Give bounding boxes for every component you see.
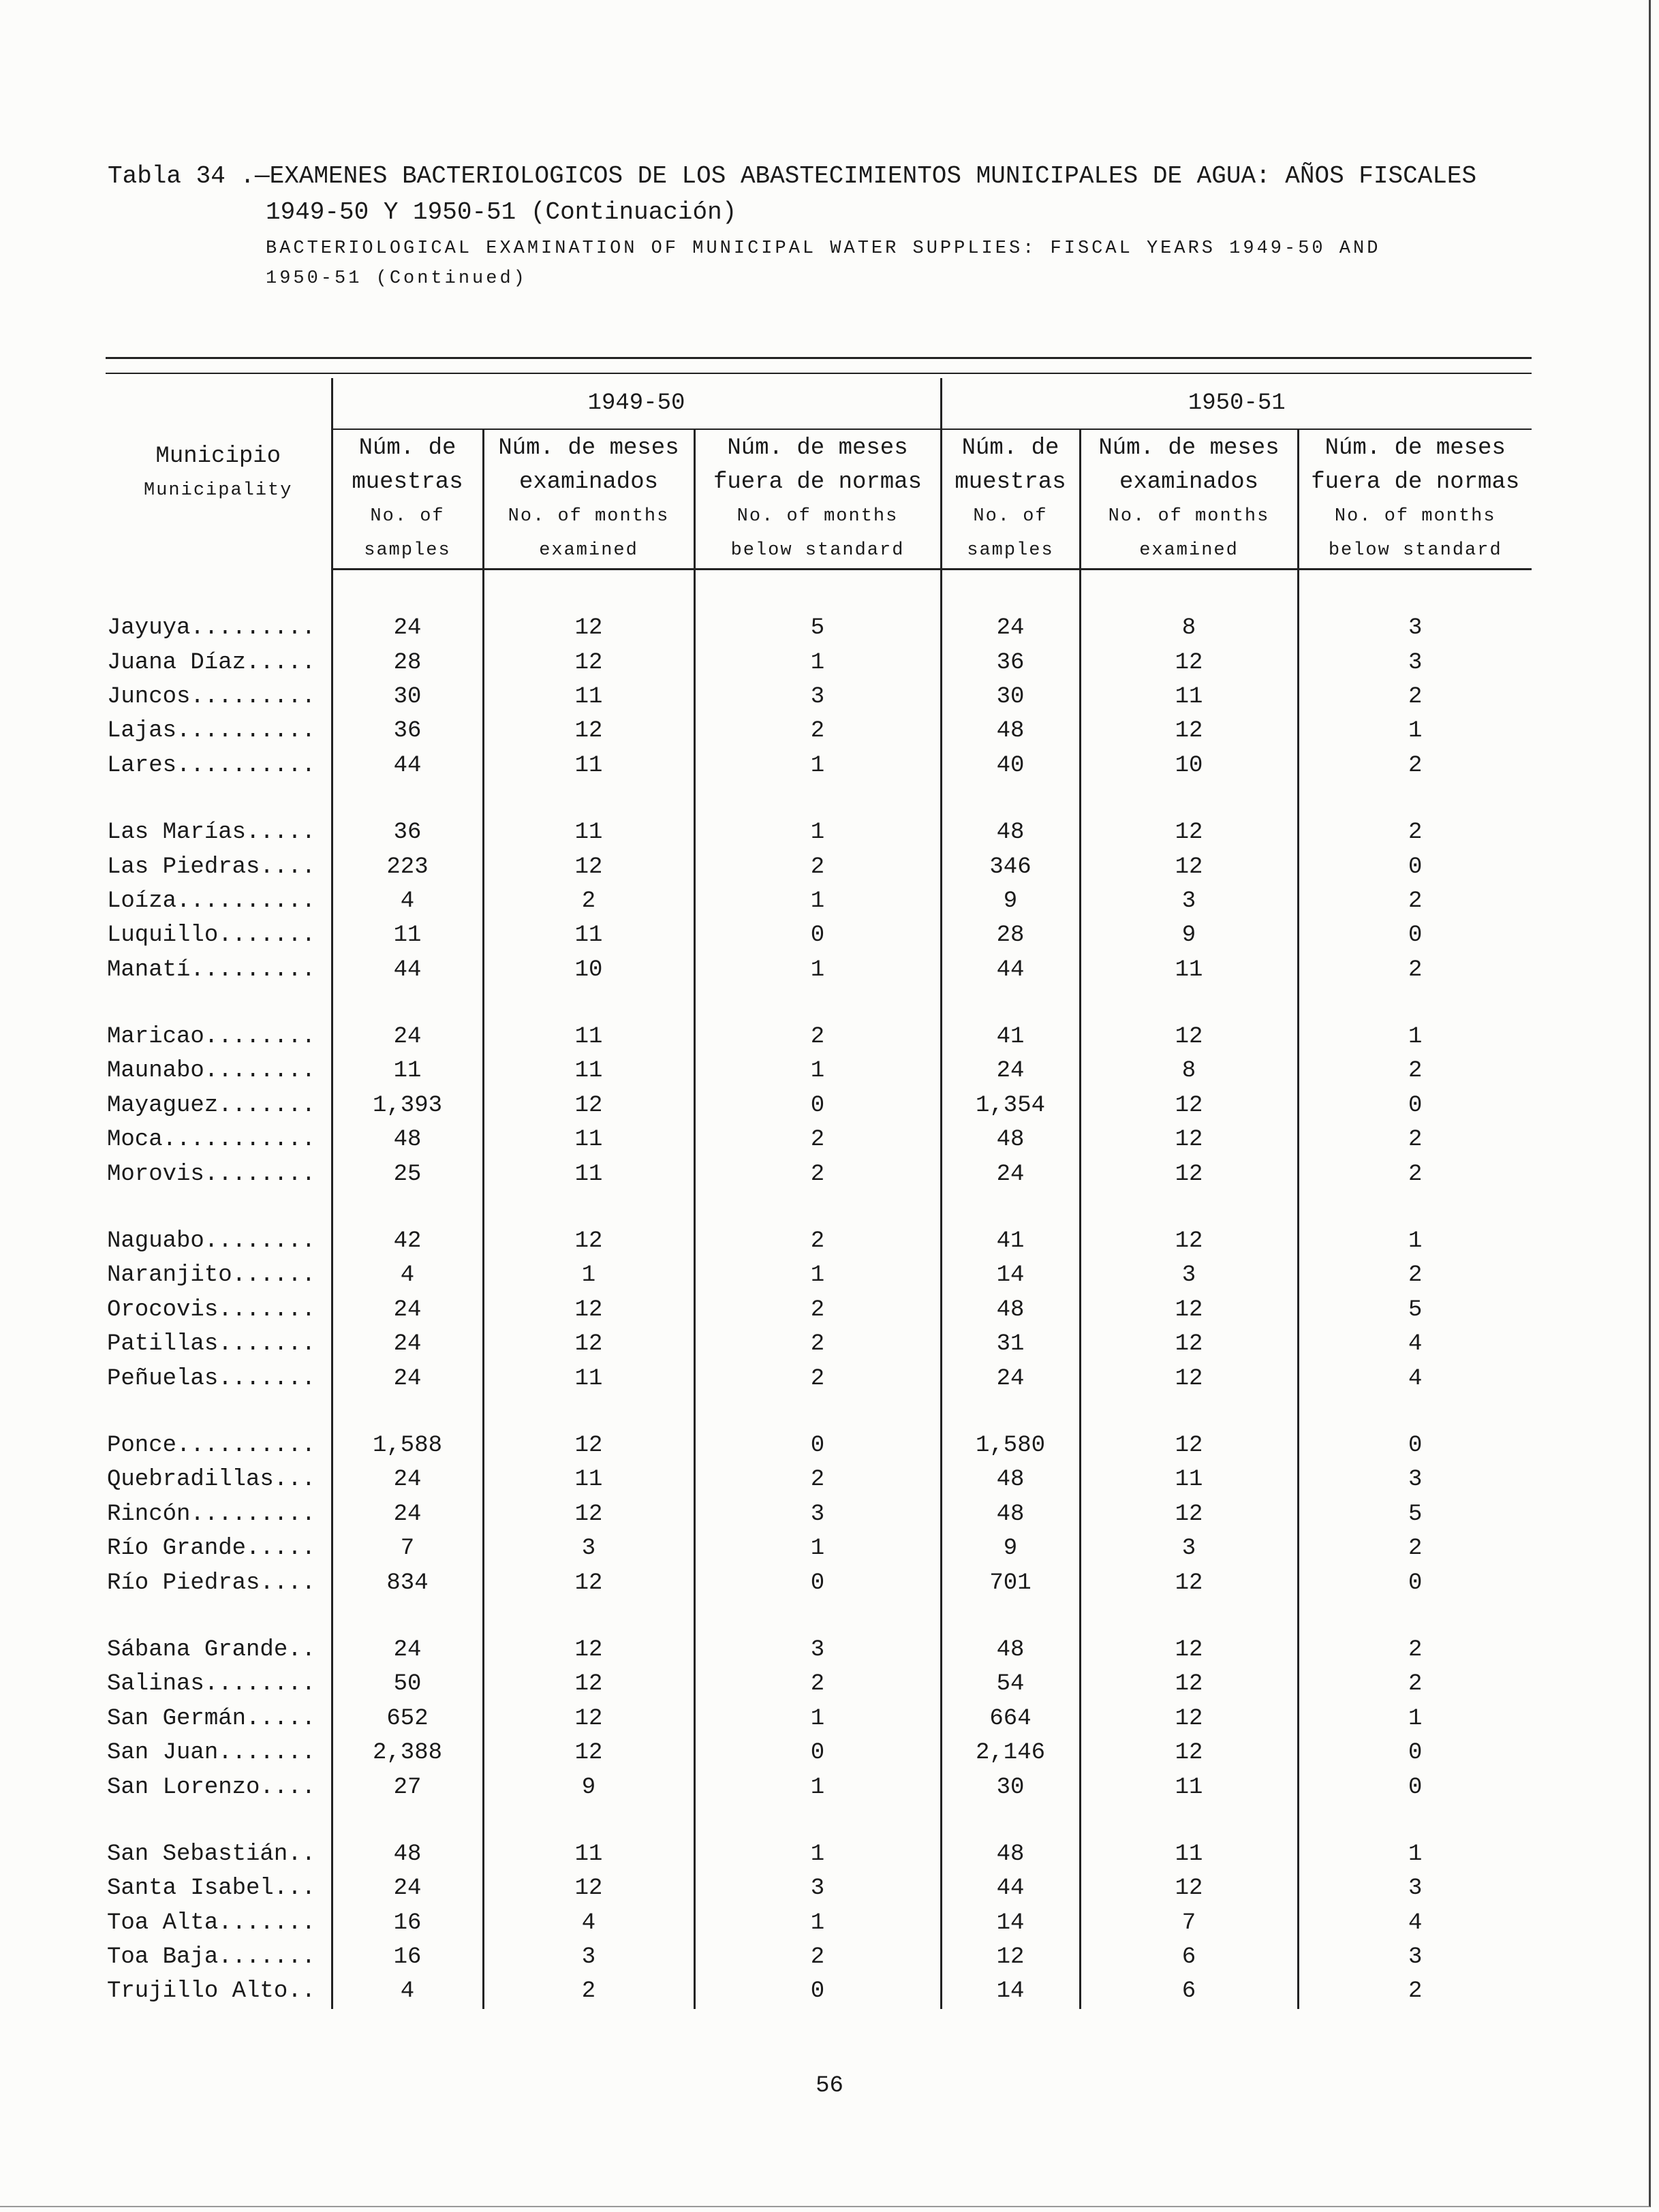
cell-s1: 36 [332, 815, 483, 850]
cell-b1: 0 [694, 1089, 941, 1123]
cell-s1: 834 [332, 1565, 483, 1600]
municipio-name: Rincón......... [107, 1501, 316, 1527]
cell-b1: 1 [694, 1531, 941, 1565]
cell-e1: 4 [483, 1906, 694, 1940]
cell-b1: 2 [694, 714, 941, 748]
cell-e1: 10 [483, 953, 694, 987]
cell-e2: 12 [1080, 1667, 1298, 1701]
cell-s2: 48 [941, 815, 1080, 850]
cell-s1: 16 [332, 1940, 483, 1974]
cell-b2: 1 [1298, 1224, 1532, 1258]
cell-e1: 11 [483, 918, 694, 952]
cell-b1: 1 [694, 815, 941, 850]
cell-e1: 11 [483, 749, 694, 783]
cell-e1: 11 [483, 1020, 694, 1054]
municipio-name: Manatí......... [107, 956, 316, 983]
cell-s1: 16 [332, 1906, 483, 1940]
cell-e1: 9 [483, 1770, 694, 1804]
title-english-line1: BACTERIOLOGICAL EXAMINATION OF MUNICIPAL WATER SUPPLIES: FISCAL YEARS 1949-50 AND [266, 238, 1381, 259]
cell-e1: 12 [483, 1497, 694, 1531]
cell-s1: 24 [332, 611, 483, 645]
municipio-name: Toa Baja....... [107, 1944, 316, 1971]
cell-e2: 11 [1080, 1770, 1298, 1804]
cell-e1: 12 [483, 1293, 694, 1327]
municipio-name: San Juan....... [107, 1740, 316, 1766]
below-header-1949: Núm. de meses fuera de normas No. of months below standard [694, 429, 941, 570]
cell-s1: 44 [332, 749, 483, 783]
cell-s2: 48 [941, 1463, 1080, 1497]
cell-b2: 4 [1298, 1906, 1532, 1940]
cell-s1: 50 [332, 1667, 483, 1701]
cell-e1: 11 [483, 1054, 694, 1088]
cell-e1: 2 [483, 1974, 694, 2008]
cell-e2: 12 [1080, 1871, 1298, 1905]
cell-b2: 0 [1298, 1565, 1532, 1600]
cell-b2: 0 [1298, 1089, 1532, 1123]
cell-b1: 3 [694, 1871, 941, 1905]
cell-s2: 30 [941, 1770, 1080, 1804]
cell-b1: 2 [694, 1123, 941, 1157]
table-row [106, 850, 1532, 884]
cell-e2: 9 [1080, 918, 1298, 952]
cell-b2: 1 [1298, 1837, 1532, 1871]
table-row [106, 1871, 1532, 1905]
municipio-name: Mayaguez....... [107, 1092, 316, 1119]
table-row [106, 1770, 1532, 1804]
cell-s2: 36 [941, 645, 1080, 679]
cell-e2: 7 [1080, 1906, 1298, 1940]
year-header-1950: 1950-51 [941, 378, 1532, 429]
cell-b2: 3 [1298, 1940, 1532, 1974]
municipio-name: Orocovis....... [107, 1296, 316, 1323]
cell-e1: 12 [483, 1327, 694, 1361]
table-title [108, 162, 1607, 289]
cell-b2: 2 [1298, 953, 1532, 987]
municipio-name: Ponce.......... [107, 1433, 316, 1459]
cell-b1: 1 [694, 1906, 941, 1940]
table-row [106, 1157, 1532, 1191]
cell-s2: 48 [941, 1123, 1080, 1157]
cell-e1: 11 [483, 815, 694, 850]
cell-b1: 2 [694, 1361, 941, 1395]
cell-b2: 2 [1298, 1667, 1532, 1701]
table-row [106, 1565, 1532, 1600]
cell-b2: 3 [1298, 645, 1532, 679]
table-row [106, 1224, 1532, 1258]
page-number: 56 [816, 2073, 843, 2099]
table-row [106, 1736, 1532, 1770]
cell-e2: 11 [1080, 680, 1298, 714]
table-row [106, 1940, 1532, 1974]
cell-s2: 346 [941, 850, 1080, 884]
examined-header-1950: Núm. de meses examinados No. of months examined [1080, 429, 1298, 570]
cell-e2: 10 [1080, 749, 1298, 783]
cell-s2: 40 [941, 749, 1080, 783]
table-row [106, 1429, 1532, 1463]
municipio-name: Maricao........ [107, 1024, 316, 1050]
cell-b2: 4 [1298, 1361, 1532, 1395]
cell-b1: 0 [694, 1565, 941, 1600]
cell-b2: 1 [1298, 1702, 1532, 1736]
municipio-name: San Sebastián.. [107, 1841, 316, 1867]
table-row [106, 1361, 1532, 1395]
table-row [106, 645, 1532, 679]
cell-b2: 1 [1298, 714, 1532, 748]
table-row [106, 1054, 1532, 1088]
cell-s1: 4 [332, 884, 483, 918]
cell-b2: 5 [1298, 1497, 1532, 1531]
table-row [106, 1667, 1532, 1701]
cell-b1: 2 [694, 1020, 941, 1054]
municipio-name: Lajas.......... [107, 718, 316, 745]
municipio-name: Luquillo....... [107, 922, 316, 949]
cell-e1: 12 [483, 1429, 694, 1463]
cell-b2: 3 [1298, 611, 1532, 645]
cell-e2: 12 [1080, 1224, 1298, 1258]
cell-s2: 9 [941, 884, 1080, 918]
cell-s2: 9 [941, 1531, 1080, 1565]
municipio-header: Municipio Municipality [144, 443, 293, 501]
cell-s2: 48 [941, 1633, 1080, 1667]
cell-b2: 2 [1298, 749, 1532, 783]
cell-b1: 2 [694, 1224, 941, 1258]
table-row [106, 1906, 1532, 1940]
cell-b2: 3 [1298, 1871, 1532, 1905]
cell-b2: 0 [1298, 1429, 1532, 1463]
cell-s2: 701 [941, 1565, 1080, 1600]
cell-e1: 12 [483, 714, 694, 748]
cell-e2: 8 [1080, 611, 1298, 645]
cell-e2: 3 [1080, 884, 1298, 918]
municipio-name: Río Grande..... [107, 1536, 316, 1562]
municipio-name: Naranjito...... [107, 1262, 316, 1289]
municipio-name: Juncos......... [107, 683, 316, 710]
table-row [106, 1293, 1532, 1327]
cell-b2: 0 [1298, 918, 1532, 952]
municipio-name: Jayuya......... [107, 615, 316, 642]
cell-s1: 24 [332, 1497, 483, 1531]
municipio-name: Quebradillas... [107, 1467, 316, 1493]
municipio-name: Lares.......... [107, 752, 316, 779]
cell-b2: 2 [1298, 1633, 1532, 1667]
cell-s2: 48 [941, 714, 1080, 748]
cell-s2: 31 [941, 1327, 1080, 1361]
cell-b1: 1 [694, 1702, 941, 1736]
cell-s2: 24 [941, 611, 1080, 645]
cell-b1: 1 [694, 1054, 941, 1088]
samples-header-1949: Núm. de muestras No. of samples [332, 429, 483, 570]
cell-e2: 12 [1080, 1497, 1298, 1531]
cell-b1: 2 [694, 1463, 941, 1497]
cell-e1: 11 [483, 680, 694, 714]
cell-b2: 3 [1298, 1463, 1532, 1497]
municipio-name: Salinas........ [107, 1671, 316, 1698]
table-row [106, 953, 1532, 987]
municipio-name: Morovis........ [107, 1161, 316, 1187]
cell-s1: 11 [332, 1054, 483, 1088]
municipio-name: Moca........... [107, 1127, 316, 1153]
cell-e2: 12 [1080, 1157, 1298, 1191]
title-english-line2: 1950-51 (Continued) [266, 268, 527, 289]
cell-b1: 1 [694, 1258, 941, 1292]
cell-e2: 6 [1080, 1940, 1298, 1974]
table-row [106, 611, 1532, 645]
cell-b1: 2 [694, 850, 941, 884]
cell-e1: 11 [483, 1361, 694, 1395]
cell-b1: 2 [694, 1327, 941, 1361]
municipio-name: Patillas....... [107, 1331, 316, 1358]
cell-b2: 2 [1298, 680, 1532, 714]
cell-b1: 1 [694, 645, 941, 679]
municipio-name: Las Piedras.... [107, 854, 316, 880]
table-row [106, 749, 1532, 783]
cell-e2: 12 [1080, 1020, 1298, 1054]
cell-s2: 24 [941, 1054, 1080, 1088]
cell-s1: 24 [332, 1327, 483, 1361]
cell-s1: 4 [332, 1258, 483, 1292]
municipio-name: Trujillo Alto.. [107, 1978, 316, 2005]
table-row [106, 1258, 1532, 1292]
cell-s1: 48 [332, 1837, 483, 1871]
table-row [106, 815, 1532, 850]
cell-s1: 30 [332, 680, 483, 714]
cell-e2: 12 [1080, 850, 1298, 884]
cell-b1: 3 [694, 680, 941, 714]
cell-s2: 1,354 [941, 1089, 1080, 1123]
table-row [106, 1020, 1532, 1054]
cell-e2: 12 [1080, 1702, 1298, 1736]
cell-s2: 48 [941, 1497, 1080, 1531]
cell-s2: 44 [941, 1871, 1080, 1905]
table-row [106, 1702, 1532, 1736]
cell-s2: 14 [941, 1974, 1080, 2008]
cell-e2: 11 [1080, 1463, 1298, 1497]
cell-e1: 11 [483, 1123, 694, 1157]
cell-s1: 36 [332, 714, 483, 748]
cell-s1: 24 [332, 1463, 483, 1497]
cell-b1: 5 [694, 611, 941, 645]
table-row [106, 680, 1532, 714]
municipio-name: Juana Díaz..... [107, 649, 316, 676]
cell-b2: 2 [1298, 1157, 1532, 1191]
cell-b1: 3 [694, 1497, 941, 1531]
cell-e2: 6 [1080, 1974, 1298, 2008]
table-row [106, 1497, 1532, 1531]
table-row [106, 1327, 1532, 1361]
cell-b1: 1 [694, 1770, 941, 1804]
cell-s1: 27 [332, 1770, 483, 1804]
cell-e1: 12 [483, 1224, 694, 1258]
municipio-name: San Lorenzo.... [107, 1774, 316, 1801]
cell-s1: 2,388 [332, 1736, 483, 1770]
cell-s1: 1,393 [332, 1089, 483, 1123]
table-row [106, 1633, 1532, 1667]
cell-s2: 664 [941, 1702, 1080, 1736]
cell-s1: 42 [332, 1224, 483, 1258]
below-header-1950: Núm. de meses fuera de normas No. of months below standard [1298, 429, 1532, 570]
cell-s2: 1,580 [941, 1429, 1080, 1463]
cell-s1: 4 [332, 1974, 483, 2008]
cell-e1: 3 [483, 1531, 694, 1565]
cell-s2: 12 [941, 1940, 1080, 1974]
table-row [106, 1531, 1532, 1565]
cell-e2: 8 [1080, 1054, 1298, 1088]
cell-e2: 12 [1080, 815, 1298, 850]
cell-e2: 3 [1080, 1531, 1298, 1565]
cell-e2: 12 [1080, 645, 1298, 679]
cell-s1: 1,588 [332, 1429, 483, 1463]
cell-e2: 12 [1080, 1736, 1298, 1770]
table-row [106, 918, 1532, 952]
cell-s2: 41 [941, 1224, 1080, 1258]
cell-e1: 12 [483, 1633, 694, 1667]
cell-s1: 7 [332, 1531, 483, 1565]
cell-s1: 28 [332, 645, 483, 679]
cell-s1: 25 [332, 1157, 483, 1191]
cell-s1: 24 [332, 1871, 483, 1905]
cell-s2: 44 [941, 953, 1080, 987]
municipio-name: Santa Isabel... [107, 1875, 316, 1902]
top-rule-2 [106, 373, 1532, 374]
municipio-name: Sábana Grande.. [107, 1636, 316, 1663]
cell-s1: 44 [332, 953, 483, 987]
cell-b1: 3 [694, 1633, 941, 1667]
cell-b2: 2 [1298, 1531, 1532, 1565]
cell-b1: 1 [694, 953, 941, 987]
cell-b2: 2 [1298, 884, 1532, 918]
municipio-name: Río Piedras.... [107, 1570, 316, 1596]
cell-s1: 24 [332, 1633, 483, 1667]
cell-e2: 12 [1080, 1361, 1298, 1395]
cell-e1: 12 [483, 1089, 694, 1123]
water-exam-table [106, 378, 1532, 2009]
cell-s2: 30 [941, 680, 1080, 714]
cell-s2: 24 [941, 1157, 1080, 1191]
cell-e1: 3 [483, 1940, 694, 1974]
cell-e2: 12 [1080, 1633, 1298, 1667]
cell-s1: 48 [332, 1123, 483, 1157]
cell-b1: 1 [694, 1837, 941, 1871]
cell-b2: 2 [1298, 1123, 1532, 1157]
cell-s2: 24 [941, 1361, 1080, 1395]
cell-e1: 2 [483, 884, 694, 918]
cell-s1: 24 [332, 1361, 483, 1395]
cell-s2: 48 [941, 1837, 1080, 1871]
municipio-name: Toa Alta....... [107, 1910, 316, 1936]
cell-b1: 0 [694, 1974, 941, 2008]
cell-e2: 12 [1080, 1293, 1298, 1327]
cell-e2: 12 [1080, 1123, 1298, 1157]
cell-b1: 1 [694, 749, 941, 783]
title-spanish-line1: Tabla 34 .—EXAMENES BACTERIOLOGICOS DE LOS ABASTECIMIENTOS MUNICIPALES DE AGUA: AÑOS FISCALES [108, 162, 1477, 190]
top-rule-1 [106, 357, 1532, 359]
cell-e2: 12 [1080, 1429, 1298, 1463]
cell-e2: 12 [1080, 1089, 1298, 1123]
title-spanish-line2: 1949-50 Y 1950-51 (Continuación) [266, 198, 737, 226]
cell-e1: 12 [483, 1667, 694, 1701]
cell-e1: 12 [483, 1702, 694, 1736]
municipio-name: San Germán..... [107, 1705, 316, 1732]
cell-b1: 1 [694, 884, 941, 918]
cell-s2: 54 [941, 1667, 1080, 1701]
cell-b2: 0 [1298, 850, 1532, 884]
year-header-1949: 1949-50 [332, 378, 941, 429]
cell-s1: 24 [332, 1293, 483, 1327]
cell-b2: 4 [1298, 1327, 1532, 1361]
cell-b2: 2 [1298, 1054, 1532, 1088]
cell-e1: 11 [483, 1157, 694, 1191]
cell-s1: 223 [332, 850, 483, 884]
municipio-name: Peñuelas....... [107, 1365, 316, 1392]
cell-b2: 0 [1298, 1736, 1532, 1770]
cell-e1: 12 [483, 1565, 694, 1600]
cell-s2: 48 [941, 1293, 1080, 1327]
cell-b2: 2 [1298, 1258, 1532, 1292]
cell-s2: 14 [941, 1906, 1080, 1940]
municipio-name: Las Marías..... [107, 820, 316, 846]
cell-b2: 2 [1298, 815, 1532, 850]
cell-s2: 28 [941, 918, 1080, 952]
cell-e1: 12 [483, 1736, 694, 1770]
cell-b2: 2 [1298, 1974, 1532, 2008]
cell-b2: 5 [1298, 1293, 1532, 1327]
cell-b1: 0 [694, 1429, 941, 1463]
municipio-name: Maunabo........ [107, 1058, 316, 1085]
cell-e1: 12 [483, 1871, 694, 1905]
cell-b2: 0 [1298, 1770, 1532, 1804]
cell-s2: 41 [941, 1020, 1080, 1054]
cell-e2: 12 [1080, 714, 1298, 748]
cell-e1: 11 [483, 1463, 694, 1497]
cell-b2: 1 [1298, 1020, 1532, 1054]
table-row [106, 1463, 1532, 1497]
table-row [106, 714, 1532, 748]
table-row [106, 884, 1532, 918]
cell-e1: 11 [483, 1837, 694, 1871]
cell-s2: 2,146 [941, 1736, 1080, 1770]
cell-s1: 24 [332, 1020, 483, 1054]
cell-e2: 12 [1080, 1565, 1298, 1600]
cell-e1: 12 [483, 645, 694, 679]
cell-s1: 652 [332, 1702, 483, 1736]
cell-s2: 14 [941, 1258, 1080, 1292]
cell-s1: 11 [332, 918, 483, 952]
examined-header-1949: Núm. de meses examinados No. of months examined [483, 429, 694, 570]
cell-e2: 3 [1080, 1258, 1298, 1292]
municipio-name: Naguabo........ [107, 1228, 316, 1255]
cell-e2: 12 [1080, 1327, 1298, 1361]
cell-b1: 2 [694, 1667, 941, 1701]
samples-header-1950: Núm. de muestras No. of samples [941, 429, 1080, 570]
municipio-name: Loíza.......... [107, 888, 316, 914]
table-row [106, 1123, 1532, 1157]
cell-b1: 2 [694, 1157, 941, 1191]
table-row [106, 1974, 1532, 2008]
cell-b1: 0 [694, 1736, 941, 1770]
cell-e2: 11 [1080, 953, 1298, 987]
table-row [106, 1837, 1532, 1871]
cell-e1: 1 [483, 1258, 694, 1292]
cell-b1: 2 [694, 1293, 941, 1327]
cell-b1: 2 [694, 1940, 941, 1974]
cell-b1: 0 [694, 918, 941, 952]
cell-e1: 12 [483, 850, 694, 884]
table-row [106, 1089, 1532, 1123]
cell-e2: 11 [1080, 1837, 1298, 1871]
cell-e1: 12 [483, 611, 694, 645]
